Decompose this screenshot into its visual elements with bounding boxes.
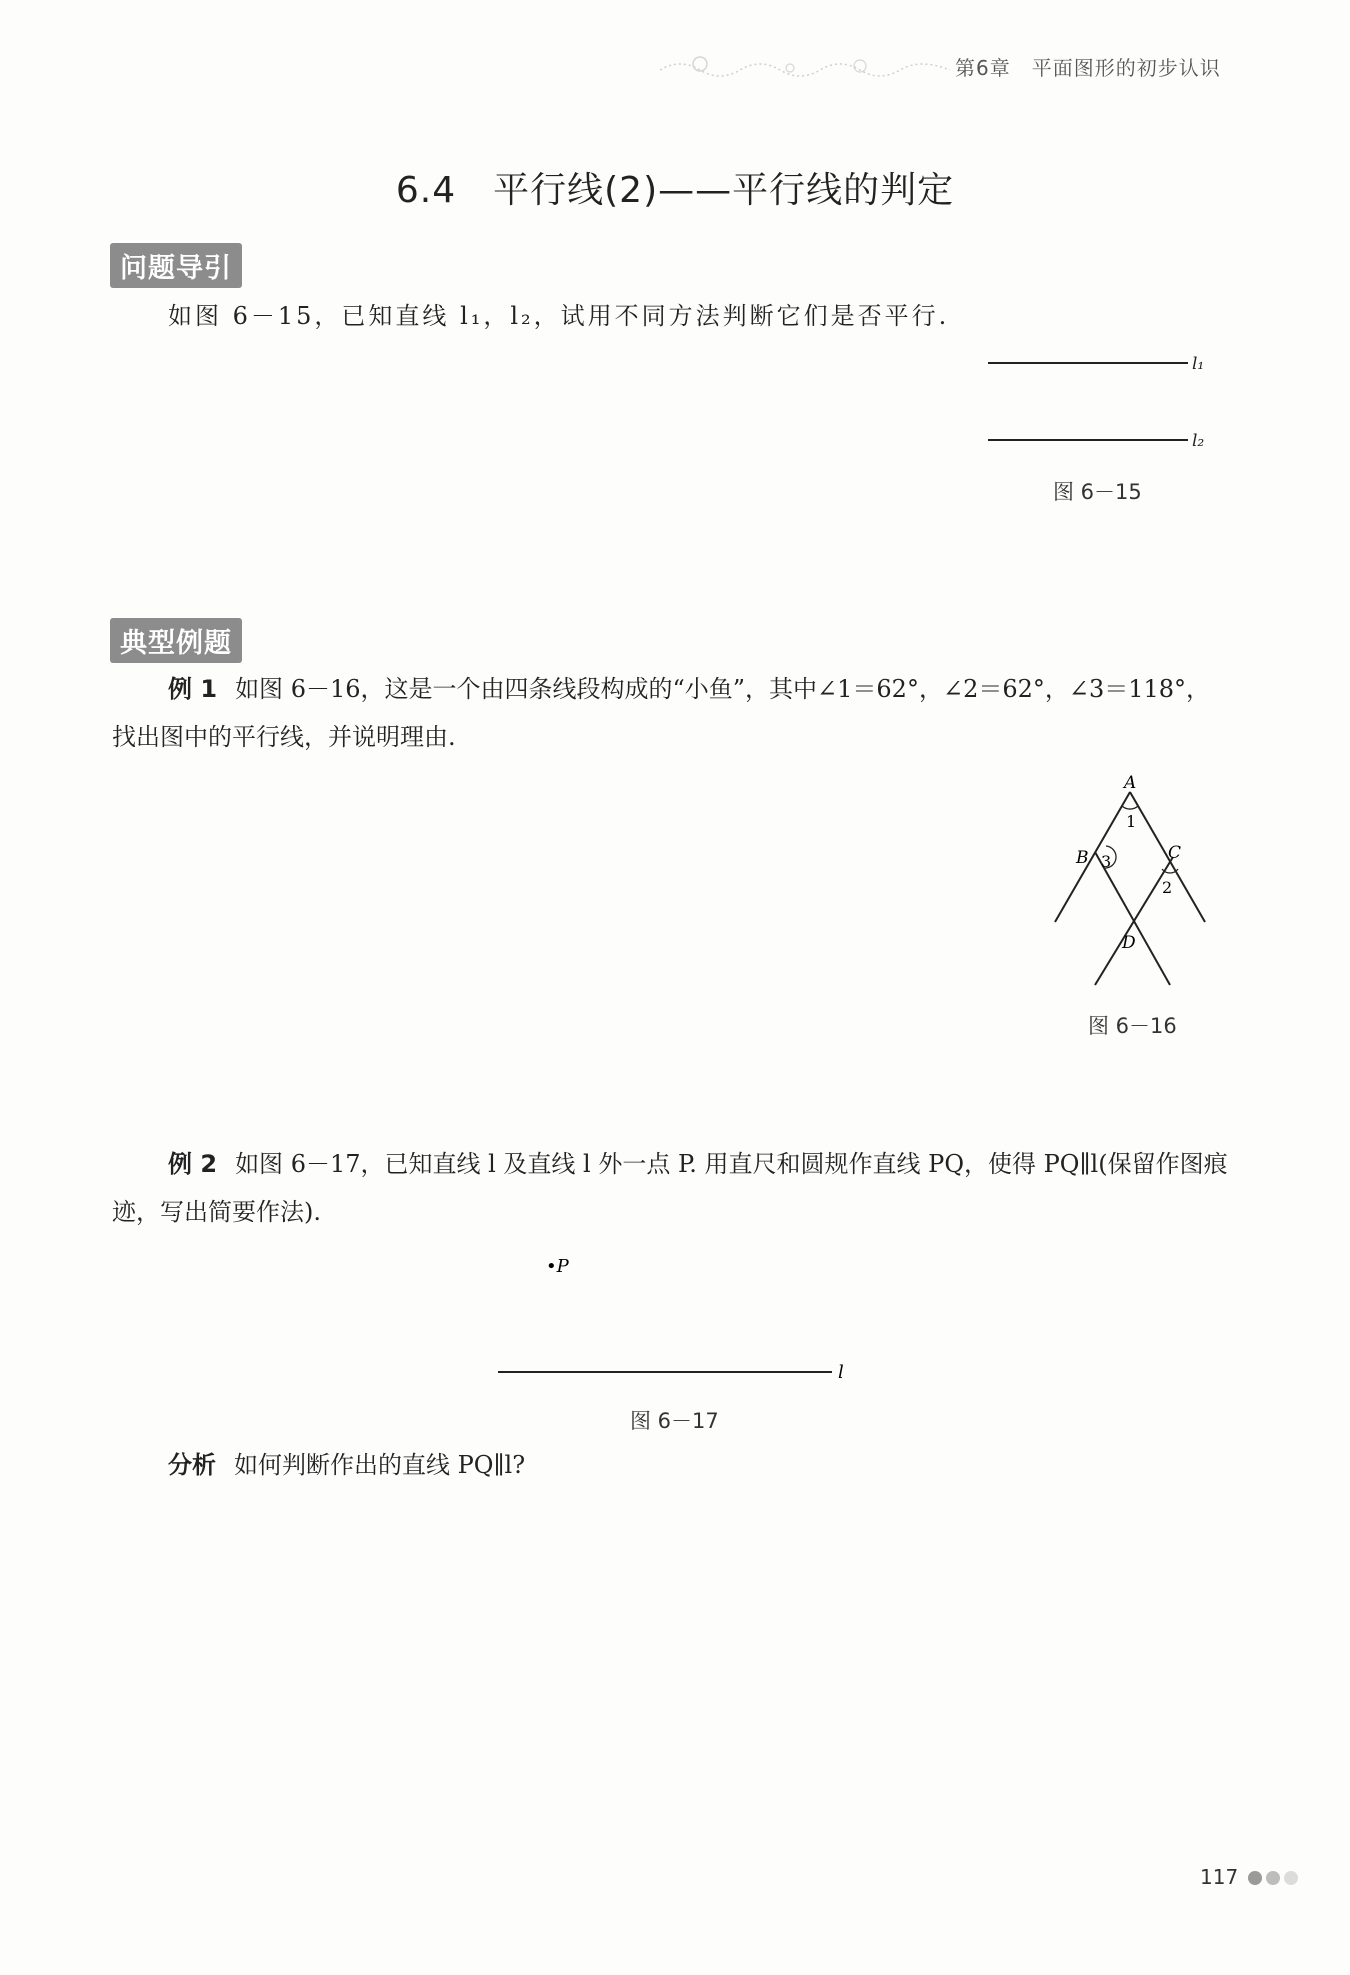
caption-6-17: 图 6－17 (630, 1409, 719, 1433)
figure-6-17 (490, 1250, 870, 1390)
caption-6-15: 图 6－15 (1053, 480, 1142, 504)
dot-mid (1266, 1871, 1280, 1885)
point-d-label: D (1122, 933, 1136, 953)
dot-light (1284, 1871, 1298, 1885)
page-number: 117 (1200, 1865, 1239, 1889)
analysis-label: 分析 (168, 1451, 216, 1479)
point-a-label: A (1124, 773, 1137, 793)
example-2-text: 如图 6－17，已知直线 l 及直线 l 外一点 P. 用直尺和圆规作直线 PQ，使得 PQ∥l(保留作图痕迹，写出简要作法). (112, 1150, 1228, 1226)
caption-6-16: 图 6－16 (1088, 1014, 1177, 1038)
example-2 (112, 1140, 1234, 1236)
label-l2: l₂ (1192, 431, 1205, 451)
angle-1-label: 1 (1126, 812, 1137, 831)
angle-arc-1 (1122, 806, 1138, 809)
example-1-label: 例 1 (168, 675, 218, 703)
analysis-text: 如何判断作出的直线 PQ∥l? (234, 1451, 526, 1479)
label-l1: l₁ (1192, 354, 1205, 374)
point-p-label: •P (546, 1256, 569, 1277)
example-1 (112, 665, 1234, 761)
angle-3-label: 3 (1101, 852, 1112, 871)
segment-cd (1095, 857, 1173, 985)
figure-6-15 (980, 345, 1220, 465)
line-l-label: l (838, 1362, 844, 1383)
example-1-text: 如图 6－16，这是一个由四条线段构成的“小鱼”，其中∠1＝62°，∠2＝62°，∠3＝118°，找出图中的平行线，并说明理由. (112, 675, 1211, 751)
angle-2-label: 2 (1162, 878, 1173, 897)
guide-text: 如图 6－15，已知直线 l₁，l₂，试用不同方法判断它们是否平行. (168, 302, 950, 330)
segment-ab (1055, 792, 1130, 922)
point-c-label: C (1168, 843, 1182, 863)
page-title: 6.4 平行线(2)——平行线的判定 (395, 170, 955, 211)
point-b-label: B (1076, 848, 1089, 868)
header-decoration (660, 50, 960, 90)
example-2-label: 例 2 (168, 1150, 218, 1178)
section-badge-examples: 典型例题 (110, 618, 242, 663)
page-number-dots (1248, 1870, 1302, 1889)
analysis (168, 1445, 525, 1485)
figure-6-16 (1040, 770, 1220, 1000)
section-badge-guide: 问题导引 (110, 243, 242, 288)
dot-dark (1248, 1871, 1262, 1885)
chapter-header: 第6章 平面图形的初步认识 (955, 56, 1221, 80)
